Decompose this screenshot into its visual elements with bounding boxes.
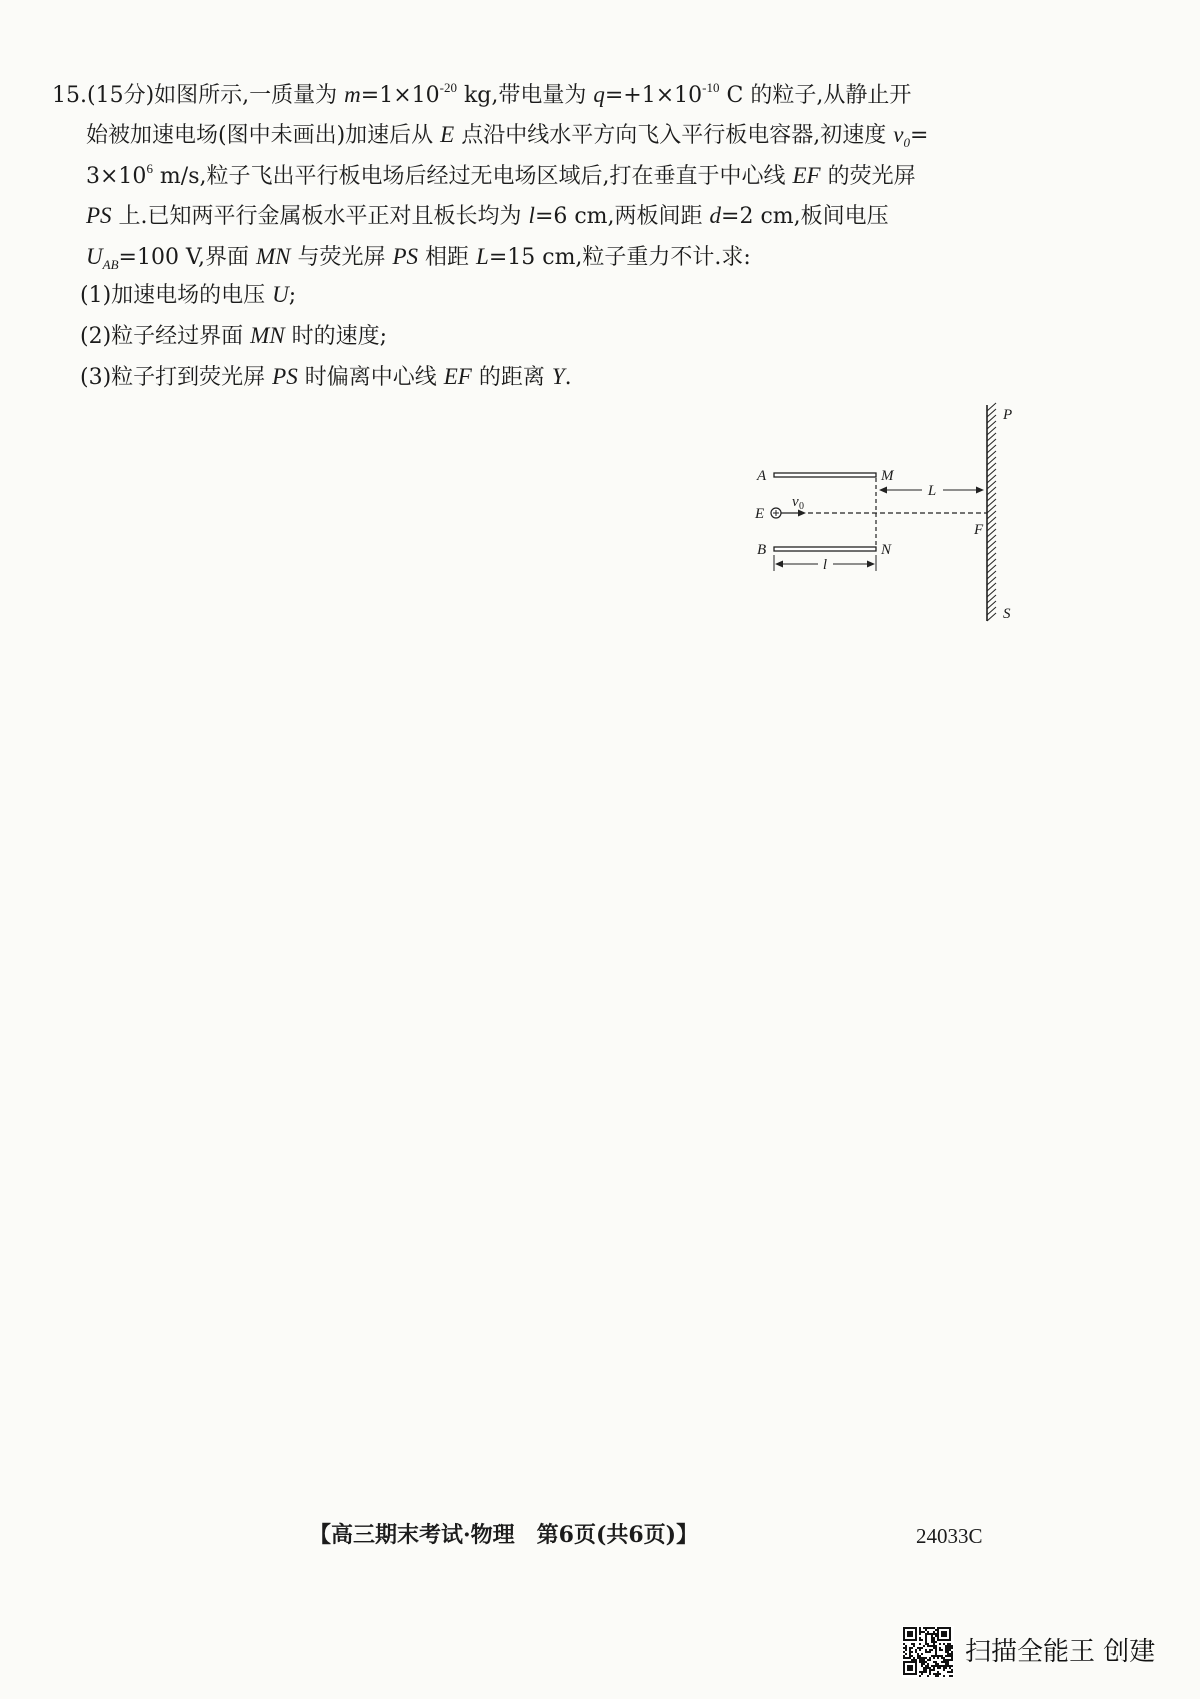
- plate-a: [774, 473, 876, 477]
- question-line-5: [86, 242, 751, 272]
- text-run: m/s,粒子飞出平行板电场后经过无电场区域后,打在垂直于中心线: [152, 164, 793, 189]
- exponent: -20: [439, 80, 457, 95]
- math-variable: PS: [86, 203, 112, 228]
- math-variable: E: [440, 122, 455, 147]
- label-v0-subscript: 0: [799, 501, 804, 512]
- question-line-3: [86, 161, 916, 191]
- text-run: 15.(15分)如图所示,一质量为: [52, 83, 345, 108]
- math-variable: Y: [551, 364, 565, 389]
- text-run: =6 cm,两板间距: [534, 204, 710, 229]
- text-run: =: [909, 123, 929, 148]
- text-run: =100 V,界面: [118, 245, 256, 270]
- text-run: =+1×10: [604, 83, 703, 108]
- text-run: (1)加速电场的电压: [80, 283, 273, 308]
- text-run: =1×10: [360, 83, 440, 108]
- label-s: S: [1003, 606, 1011, 622]
- label-e: E: [755, 506, 765, 522]
- text-run: ;: [288, 283, 297, 308]
- label-b: B: [757, 542, 767, 558]
- question-line-4: [86, 201, 889, 231]
- math-variable: d: [709, 203, 722, 228]
- text-run: 的荧光屏: [820, 164, 916, 189]
- scanner-watermark: 扫描全能王 创建: [965, 1637, 1156, 1667]
- text-run: .: [564, 365, 572, 390]
- footer-page-title: 【高三期末考试·物理 第6页(共6页)】: [309, 1522, 699, 1548]
- subquestion-2: [80, 321, 387, 351]
- text-run: =2 cm,板间电压: [721, 204, 889, 229]
- qr-code-icon: [902, 1626, 954, 1678]
- text-run: (3)粒子打到荧光屏: [80, 365, 273, 390]
- text-run: 时偏离中心线: [297, 365, 444, 390]
- particle-icon: [771, 508, 781, 518]
- label-p: P: [1003, 407, 1013, 423]
- footer-paper-code: 24033C: [916, 1524, 983, 1548]
- math-variable: U: [272, 282, 289, 307]
- fluorescent-screen-ps: [987, 403, 996, 621]
- text-run: 上.已知两平行金属板水平正对且板长均为: [111, 204, 529, 229]
- exponent: -10: [702, 80, 720, 95]
- text-run: 的距离: [471, 365, 552, 390]
- text-run: kg,带电量为: [456, 83, 594, 108]
- math-variable: m: [344, 82, 361, 107]
- math-variable: PS: [272, 364, 298, 389]
- math-variable: EF: [443, 364, 472, 389]
- math-variable: v: [893, 122, 904, 147]
- math-variable: q: [593, 82, 605, 107]
- math-variable: MN: [250, 323, 285, 348]
- label-v0: v: [792, 494, 799, 510]
- text-run: 3×10: [86, 164, 147, 189]
- label-big-l: L: [927, 483, 937, 499]
- exponent: 6: [146, 161, 153, 176]
- question-line-2: [86, 120, 928, 150]
- label-small-l: l: [822, 557, 828, 573]
- text-run: 点沿中线水平方向飞入平行板电容器,初速度: [454, 123, 894, 148]
- text-run: (2)粒子经过界面: [80, 324, 251, 349]
- text-run: =15 cm,粒子重力不计.求:: [488, 245, 751, 270]
- math-variable: l: [528, 203, 535, 228]
- subquestion-3: [80, 362, 572, 392]
- label-a: A: [757, 468, 767, 484]
- label-f: F: [974, 522, 984, 538]
- subquestion-1: [80, 280, 296, 310]
- math-variable: PS: [392, 244, 419, 269]
- label-n: N: [881, 542, 892, 558]
- text-run: 相距: [418, 245, 477, 270]
- math-variable: U: [86, 244, 103, 269]
- subscript: 0: [903, 135, 910, 150]
- capacitor-screen-diagram: [740, 395, 1030, 635]
- text-run: 时的速度;: [284, 324, 388, 349]
- question-line-1: [52, 80, 911, 110]
- text-run: 与荧光屏: [290, 245, 393, 270]
- math-variable: EF: [792, 163, 821, 188]
- text-run: 始被加速电场(图中未画出)加速后从: [86, 123, 441, 148]
- plate-b: [774, 547, 876, 551]
- text-run: C 的粒子,从静止开: [719, 83, 912, 108]
- math-variable: MN: [255, 244, 291, 269]
- subscript: AB: [102, 257, 119, 272]
- label-m: M: [881, 468, 894, 484]
- math-variable: L: [476, 244, 489, 269]
